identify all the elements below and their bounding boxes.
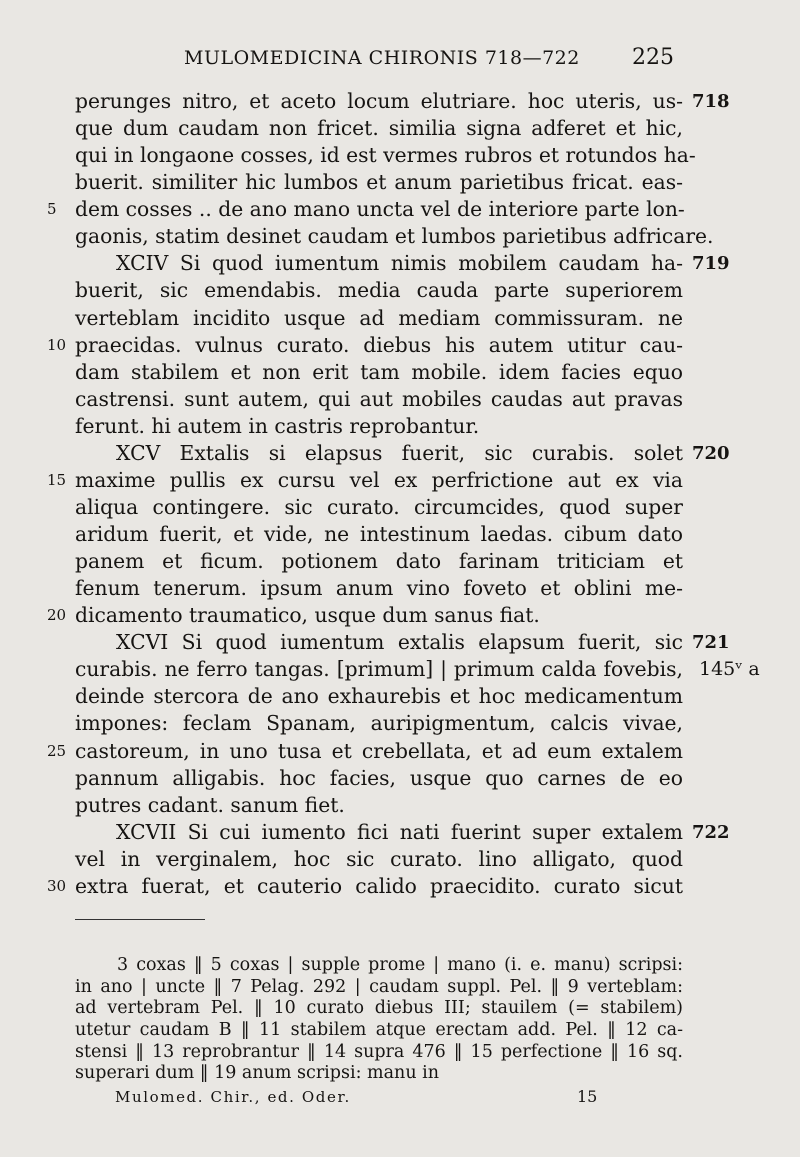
text-line — [0, 683, 800, 710]
text-line — [0, 602, 800, 629]
line-text: extra fuerat, et cauterio calido praecidito. curato sicut — [75, 873, 683, 898]
section-number: 722 — [692, 821, 730, 843]
apparatus-line: stensi ‖ 13 reprobrantur ‖ 14 supra 476 ‖ 15 perfectione ‖ 16 sq. — [75, 1041, 683, 1062]
line-text: aliqua contingere. sic curato. circumcides, quod super — [75, 494, 683, 519]
text-line — [0, 467, 800, 494]
line-text: que dum caudam non fricet. similia signa adferet et hic, — [75, 116, 683, 141]
body-text — [0, 88, 800, 900]
running-title: MULOMEDICINA CHIRONIS 718—722 — [184, 47, 580, 69]
line-text: verteblam incidito usque ad mediam commissuram. ne — [75, 305, 683, 330]
text-line — [0, 169, 800, 196]
folio-reference: 145ᵛ a — [699, 658, 760, 681]
line-text: fenum tenerum. ipsum anum vino foveto et oblini me- — [75, 576, 683, 601]
text-line — [0, 386, 800, 413]
line-text: qui in longaone cosses, id est vermes rubros et rotundos ha- — [75, 143, 696, 168]
text-line — [0, 765, 800, 792]
line-text: praecidas. vulnus curato. diebus his autem utitur cau- — [75, 332, 683, 357]
text-line — [0, 738, 800, 765]
text-line — [0, 575, 800, 602]
line-text: panem et ficum. potionem dato farinam triticiam et — [75, 549, 683, 574]
line-text: vel in verginalem, hoc sic curato. lino alligato, quod — [75, 846, 683, 871]
apparatus-line: superari dum ‖ 19 anum scripsi: manu in — [75, 1063, 440, 1084]
text-line — [0, 88, 800, 115]
line-text: curabis. ne ferro tangas. [primum] | primum calda fovebis, — [75, 657, 683, 682]
page-number: 225 — [632, 45, 674, 70]
apparatus-line: 3 coxas ‖ 5 coxas | supple prome | mano (i. e. manu) scripsi: — [117, 955, 683, 975]
line-number: 5 — [47, 200, 57, 219]
line-text: gaonis, statim desinet caudam et lumbos parietibus adfricare. — [75, 224, 714, 249]
line-text: dam stabilem et non erit tam mobile. idem facies equo — [75, 359, 683, 384]
line-number: 15 — [47, 470, 67, 489]
line-text: deinde stercora de ano exhaurebis et hoc medicamentum — [75, 684, 683, 709]
apparatus-line: ad vertebram Pel. ‖ 10 curato diebus III; stauilem (= stabilem) — [75, 998, 683, 1019]
text-line — [0, 115, 800, 142]
line-text: putres cadant. sanum fiet. — [75, 792, 345, 817]
line-number: 20 — [47, 606, 67, 625]
text-line — [0, 819, 800, 846]
line-text: maxime pullis ex cursu vel ex perfrictione aut ex via — [75, 467, 683, 492]
text-line — [0, 305, 800, 332]
text-line — [0, 223, 800, 250]
line-text: dicamento traumatico, usque dum sanus fiat. — [75, 603, 540, 628]
line-text: ferunt. hi autem in castris reprobantur. — [75, 413, 480, 438]
critical-apparatus — [75, 955, 683, 1085]
text-line — [0, 873, 800, 900]
line-number: 25 — [47, 741, 67, 760]
text-line — [0, 792, 800, 819]
signature-number: 15 — [577, 1087, 598, 1106]
signature-mark: Mulomed. Chir., ed. Oder. — [115, 1088, 351, 1106]
line-text: perunges nitro, et aceto locum elutriare. hoc uteris, us- — [75, 89, 683, 113]
line-number: 30 — [47, 876, 67, 895]
page-header — [0, 40, 800, 76]
line-text: XCV Extalis si elapsus fuerit, sic curabis. solet — [116, 440, 683, 465]
footnote-rule — [75, 919, 205, 920]
line-text: castrensi. sunt autem, qui aut mobiles caudas aut pravas — [75, 386, 683, 411]
section-number: 718 — [692, 91, 730, 112]
text-line — [0, 359, 800, 386]
line-text: buerit. similiter hic lumbos et anum parietibus fricat. eas- — [75, 170, 683, 195]
text-line — [0, 629, 800, 656]
text-line — [0, 521, 800, 548]
page-footer — [0, 1085, 800, 1109]
line-text: aridum fuerit, et vide, ne intestinum laedas. cibum dato — [75, 522, 683, 546]
section-number: 720 — [692, 442, 730, 464]
text-line — [0, 710, 800, 737]
line-text: XCIV Si quod iumentum nimis mobilem caudam ha- — [116, 251, 683, 276]
text-line — [0, 332, 800, 359]
line-text: XCVI Si quod iumentum extalis elapsum fuerit, sic — [116, 630, 683, 655]
line-text: impones: feclam Spanam, auripigmentum, calcis vivae, — [75, 711, 683, 736]
text-line — [0, 440, 800, 467]
section-number: 721 — [692, 632, 730, 654]
line-text: dem cosses .. de ano mano uncta vel de interiore parte lon- — [75, 197, 685, 222]
line-text: XCVII Si cui iumento fici nati fuerint super extalem — [116, 819, 683, 844]
text-line — [0, 413, 800, 440]
apparatus-line: utetur caudam B ‖ 11 stabilem atque erectam add. Pel. ‖ 12 ca- — [75, 1020, 683, 1041]
text-line — [0, 196, 800, 223]
line-text: castoreum, in uno tusa et crebellata, et ad eum extalem — [75, 738, 683, 763]
line-number: 10 — [47, 335, 67, 354]
apparatus-line: in ano | uncte ‖ 7 Pelag. 292 | caudam suppl. Pel. ‖ 9 verteblam: — [75, 976, 683, 997]
text-line — [0, 142, 800, 169]
text-line — [0, 250, 800, 277]
line-text: buerit, sic emendabis. media cauda parte superiorem — [75, 278, 683, 303]
text-line — [0, 656, 800, 683]
text-line — [0, 548, 800, 575]
text-line — [0, 277, 800, 304]
line-text: pannum alligabis. hoc facies, usque quo carnes de eo — [75, 765, 683, 790]
text-line — [0, 846, 800, 873]
text-line — [0, 494, 800, 521]
section-number: 719 — [692, 253, 730, 275]
